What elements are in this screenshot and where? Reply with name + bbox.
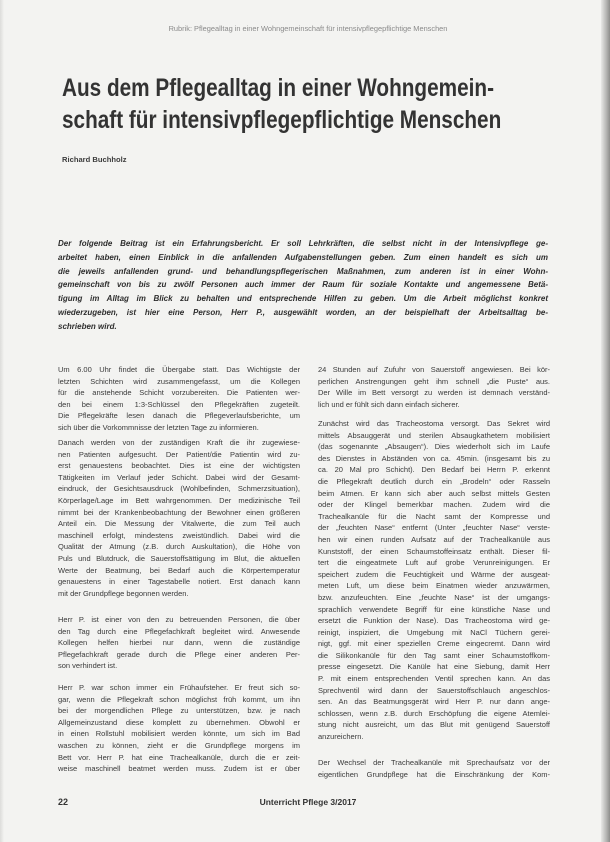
article-title-line-1: Aus dem Pflegealltag in einer Wohngemein- <box>62 74 494 102</box>
text-line: Danach werden von der zuständigen Kraft die ihr zugewiese- <box>58 438 300 447</box>
text-line: Anteil ein. Die Messung der Vitalwerte, die zum Teil auch <box>58 519 300 529</box>
text-line: ca. 20 Mal pro Schicht). Den Bedarf bei Herrn P. erkennt <box>318 465 550 475</box>
text-line: tigung im Alltag im Blick zu behalten und entsprechende Hilfen zu geben. Um die Arbeit möglichst konkret <box>58 294 548 304</box>
text-line: speichert zudem die Feuchtigkeit und Wärme der ausgeat- <box>318 569 550 579</box>
text-line: tert die eingeatmete Luft auf grobe Verunreinigungen. Er <box>318 558 550 568</box>
text-line: Werte der Beatmung, bei Bedarf auch die Körpertemperatur <box>58 565 300 575</box>
text-line: weise maschinell beatmet werden muss. Zudem ist er über <box>58 764 300 774</box>
text-line: mit der Grundpflege begonnen werden. <box>58 588 189 598</box>
text-line: lich und er fühlt sich dann einfach sicherer. <box>318 399 460 409</box>
paragraph <box>58 682 300 775</box>
text-line: bzw. anzufeuchten. Eine „feuchte Nase“ ist der umgangs- <box>318 592 550 602</box>
text-line: Kunststoff, der einen Schaumstoffeinsatz enthält. Dieser fil- <box>318 546 550 556</box>
text-line: eigentlichen Grundpflege hat die Einschränkung der Kom- <box>318 769 550 779</box>
running-head: Rubrik: Pflegealltag in einer Wohngemeinschaft für intensivpflegepflichtige Menschen <box>168 24 448 33</box>
text-line: Um 6.00 Uhr findet die Übergabe statt. Das Wichtigste der <box>58 365 300 374</box>
text-line: mittels Absauggerät und sterilen Absaugkathetern mobilisiert <box>318 430 550 440</box>
text-line: Pflegefachkraft gerade durch die Pflege einer anderen Per- <box>58 649 300 659</box>
text-line: die jeweils anfallenden grund- und behandlungspflegerischen Maßnahmen, zum anderen ist in einer Wohn- <box>58 266 548 276</box>
article-title-line-2: schaft für intensivpflegepflichtige Menschen <box>62 106 502 134</box>
text-line: oder der Klingel bemerkbar machen. Zudem wird die <box>318 500 550 510</box>
text-line: maschinell erfolgt, mindestens zweistündlich. Dabei wird die <box>58 530 300 540</box>
text-line: anzureichern. <box>318 732 364 742</box>
text-line: waschen zu können, zieht er die Grundpflege morgens im <box>58 740 300 750</box>
text-line: Der folgende Beitrag ist ein Erfahrungsbericht. Er soll Lehrkräften, die selbst nicht in der Intensivpflege ge- <box>58 239 548 248</box>
text-line: nimmt bei der Krankenbeobachtung der Bewohner einen größeren <box>58 507 300 517</box>
text-line: Körperlage/Lage im Bett wahrgenommen. Der medizinische Teil <box>58 495 300 505</box>
paragraph <box>58 364 300 434</box>
text-line: P. mit einem entsprechenden Ventil sprechen kann. An das <box>318 674 550 684</box>
text-line: nigt, ggf. mit einer speziellen Creme eingecremt. Dann wird <box>318 639 550 649</box>
scan-edge-right <box>601 0 610 842</box>
text-line: genauestens in einer Tagestabelle notiert. Erst danach kann <box>58 577 300 587</box>
text-line: Qualität der Atmung (z.B. durch Auskultation), die Höhe von <box>58 542 300 552</box>
text-line: Sprechventil wird dann der Sauerstoffschlauch angeschlos- <box>318 685 550 695</box>
intro-abstract <box>58 237 548 334</box>
text-line: Allgemeinzustand diese komplett zu übernehmen. Obwohl er <box>58 717 300 727</box>
text-line: Bett vor. Herr P. hat eine Trachealkanüle, durch die er zeit- <box>58 752 300 762</box>
text-line: sen. An das Beatmungsgerät wird Herr P. nur dann ange- <box>318 697 550 707</box>
text-line: ersetzt die Funktion der Nase). Das Tracheostoma wird ge- <box>318 616 550 626</box>
text-line: Kollegen helfen hierbei nur dann, wenn die zuständige <box>58 638 300 648</box>
text-line: gemeinschaft von bis zu zwölf Personen auch immer der Raum für soziale Kontakte und angemessene Betä- <box>58 280 548 290</box>
journal-issue: Unterricht Pflege 3/2017 <box>259 797 357 807</box>
text-line: arbeitet haben, einen Einblick in die anfallenden Aufgabenstellungen geben. Zum einen handelt es sich um <box>58 252 548 262</box>
text-line: gar, wenn die Pflegekraft schon möglichst früh kommt, um ihn <box>58 694 300 704</box>
text-line: meten Luft, um diese beim Einatmen wieder anzuwärmen, <box>318 581 550 591</box>
text-line: erst genauestens beobachtet. Dies ist eine der wichtigsten <box>58 461 300 471</box>
scan-edge-left <box>0 0 4 842</box>
text-line: Puls und Blutdruck, die Sauerstoffsättigung im Blut, die aktuellen <box>58 553 300 563</box>
text-line: sich über die Vorkommnisse der letzten Tage zu informieren. <box>58 422 259 432</box>
text-line: reinigt, inspiziert, die Umgebung mit NaCl Tüchern gerei- <box>318 627 550 637</box>
text-line: Herr P. ist einer von den zu betreuenden Personen, die über <box>58 615 300 624</box>
text-line: Der Wechsel der Trachealkanüle mit Sprechaufsatz vor der <box>318 758 550 767</box>
text-line: bei der morgendlichen Pflege zu unterstützen, bzw. je nach <box>58 706 300 716</box>
text-line: in einen Rollstuhl mobilisiert werden könnte, um sich im Bad <box>58 729 300 739</box>
text-line: Zunächst wird das Tracheostoma versorgt. Das Sekret wird <box>318 419 550 428</box>
text-line: nen Patienten aufgesucht. Der Patient/die Patientin wird zu- <box>58 449 300 459</box>
text-line: die Pflegekraft deutlich durch ein „Brodeln“ oder Rasseln <box>318 476 550 486</box>
text-line: (das sogenannte „Absaugen“). Dies wiederholt sich im Laufe <box>318 442 550 452</box>
text-line: presse eingesetzt. Die Kanüle hat eine Siebung, damit Herr <box>318 662 550 672</box>
text-line: sprachlich verwendete Begriff für eine künstliche Nase und <box>318 604 550 614</box>
text-line: eindruck, der Gesichtsausdruck (Wohlbefinden, Schmerzsituation), <box>58 484 300 494</box>
paragraph <box>318 364 550 410</box>
text-line: Die Pflegekräfte lesen danach die Pflegeverlaufsberichte, um <box>58 411 300 421</box>
text-line: Trachealkanüle für die Nacht samt der Kompresse und <box>318 511 550 521</box>
text-line: Tätigkeiten im Verlauf jeder Schicht. Dabei wird der Gesamt- <box>58 472 300 482</box>
paragraph <box>58 437 300 599</box>
text-line: Herr P. war schon immer ein Frühaufsteher. Er freut sich so- <box>58 683 300 692</box>
text-line: für die anstehende Schicht vorzubereiten. Die Patienten wer- <box>58 388 300 398</box>
text-line: hen wir einen runden Aufsatz auf der Trachealkanüle aus <box>318 534 550 544</box>
text-line: den bei einem 1:3-Schlüssel den Pflegekräften zugeteilt. <box>58 399 300 409</box>
paragraph <box>58 614 300 672</box>
text-line: den Tag durch eine Pflegefachkraft begleitet wird. Anwesende <box>58 626 300 636</box>
author-name: Richard Buchholz <box>62 155 127 164</box>
page-number: 22 <box>58 797 69 807</box>
text-line: schlossen, wenn z.B. durch Erschöpfung die eigene Atemlei- <box>318 708 550 718</box>
text-line: 24 Stunden auf Zufuhr von Sauerstoff angewiesen. Bei kör- <box>318 365 550 374</box>
text-line: letzten Schichten wird zusammengefasst, um die Kollegen <box>58 376 300 386</box>
text-line: schrieben wird. <box>58 321 117 331</box>
text-line: son verhindert ist. <box>58 661 118 671</box>
text-line: Der Wille im Bett versorgt zu werden ist demnach verständ- <box>318 388 550 398</box>
text-line: wiederzugeben, ist hier eine Person, Herr P., ausgewählt worden, an der beispielhaft der Arbeitsalltag be- <box>58 307 548 317</box>
text-line: perlichen Anstrengungen geht ihm schnell „die Puste“ aus. <box>318 376 550 386</box>
paragraph <box>318 418 550 743</box>
text-line: beim Atmen. Er kann sich aber auch selbst mittels Gesten <box>318 488 550 498</box>
text-line: des Dienstes in Abständen von ca. 45min. (insgesamt bis zu <box>318 453 550 463</box>
text-line: die Silikonkanüle für den Tag samt einer Schaumstoffkom- <box>318 650 550 660</box>
text-line: der „feuchten Nase“ entfernt (Unter „feuchter Nase“ verste- <box>318 523 550 533</box>
paragraph <box>318 757 550 780</box>
text-line: stung nicht ausreicht, um das Blut mit genügend Sauerstoff <box>318 720 550 730</box>
